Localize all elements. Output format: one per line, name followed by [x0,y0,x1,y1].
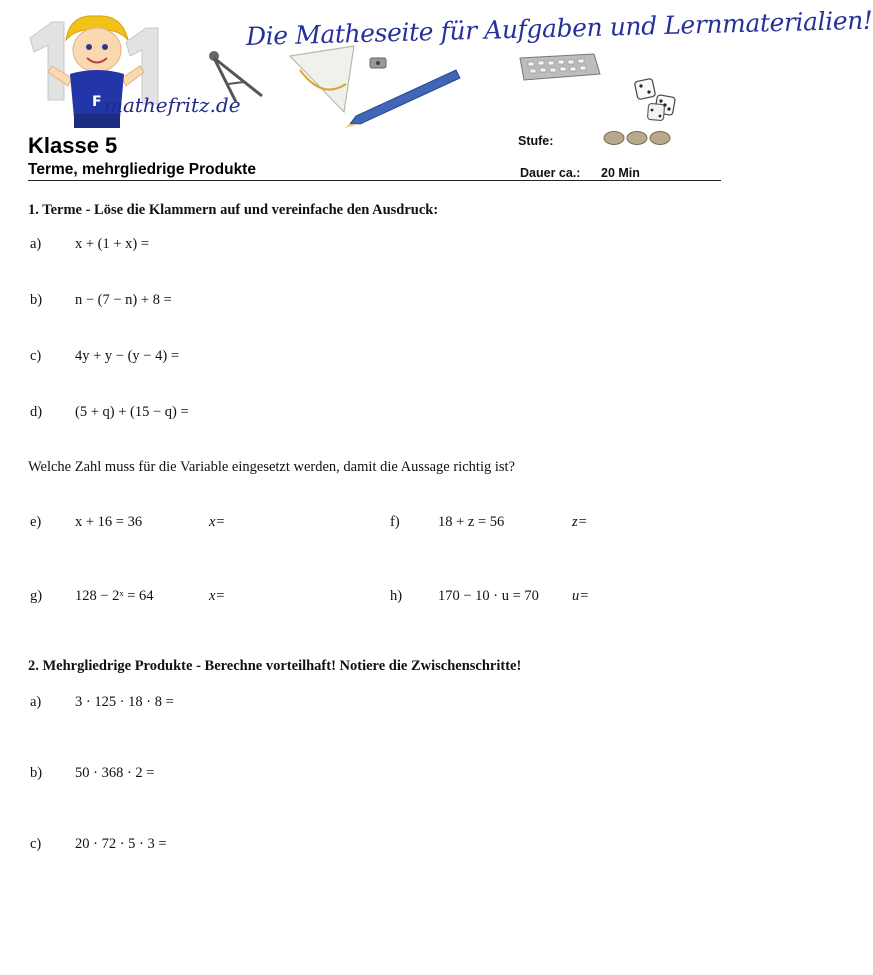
task-label: a) [30,236,42,252]
equation-expression: 170 − 10 · u = 70 [438,588,539,604]
product-label: b) [30,765,43,781]
equation-answer: x= [209,514,226,530]
task-label: d) [30,404,43,420]
page-title: Klasse 5 [28,133,118,158]
task-label: c) [30,348,42,364]
mascot-badge: F [92,94,102,110]
equation-label: e) [30,514,42,530]
set-square-icon [290,46,354,112]
stufe-label: Stufe: [518,134,554,148]
equation-label: f) [390,514,400,530]
dauer-value: 20 Min [601,166,640,180]
difficulty-coins-icon [604,128,670,146]
difficulty-rating [604,128,670,146]
header-banner [0,0,873,132]
equation-answer: u= [572,588,590,604]
calculator-icon [520,54,600,80]
title-divider [28,180,721,181]
product-label: c) [30,836,42,852]
product-expression: 20 · 72 · 5 · 3 = [75,836,167,852]
equation-label: h) [390,588,403,604]
equation-answer: x= [209,588,226,604]
section1-heading: 1. Terme - Löse die Klammern auf und vereinfache den Ausdruck: [28,202,439,218]
task-expression: x + (1 + x) = [75,236,150,252]
task-expression: (5 + q) + (15 − q) = [75,404,189,420]
task-expression: n − (7 − n) + 8 = [75,292,172,308]
product-expression: 50 · 368 · 2 = [75,765,155,781]
task-label: b) [30,292,43,308]
equation-expression: 18 + z = 56 [438,514,505,530]
equation-expression: x + 16 = 36 [75,514,143,530]
dice-icon [634,78,675,120]
equation-expression: 128 − 2ˣ = 64 [75,588,154,604]
dauer-label: Dauer ca.: [520,166,581,180]
page-subtitle: Terme, mehrgliedrige Produkte [28,161,256,178]
equation-label: g) [30,588,43,604]
section2-heading: 2. Mehrgliedrige Produkte - Berechne vorteilhaft! Notiere die Zwischenschritte! [28,658,522,674]
pencil-icon [344,70,460,128]
section1-instruction: Welche Zahl muss für die Variable eingesetzt werden, damit die Aussage richtig ist? [28,459,515,475]
product-label: a) [30,694,42,710]
sharpener-icon [370,58,386,68]
equation-answer: z= [572,514,588,530]
task-expression: 4y + y − (y − 4) = [75,348,179,364]
product-expression: 3 · 125 · 18 · 8 = [75,694,174,710]
site-tagline: Die Matheseite für Aufgaben und Lernmaterialien! [245,5,873,51]
brand-name: mathefritz.de [104,93,241,117]
digit-one-left-icon [30,22,64,100]
